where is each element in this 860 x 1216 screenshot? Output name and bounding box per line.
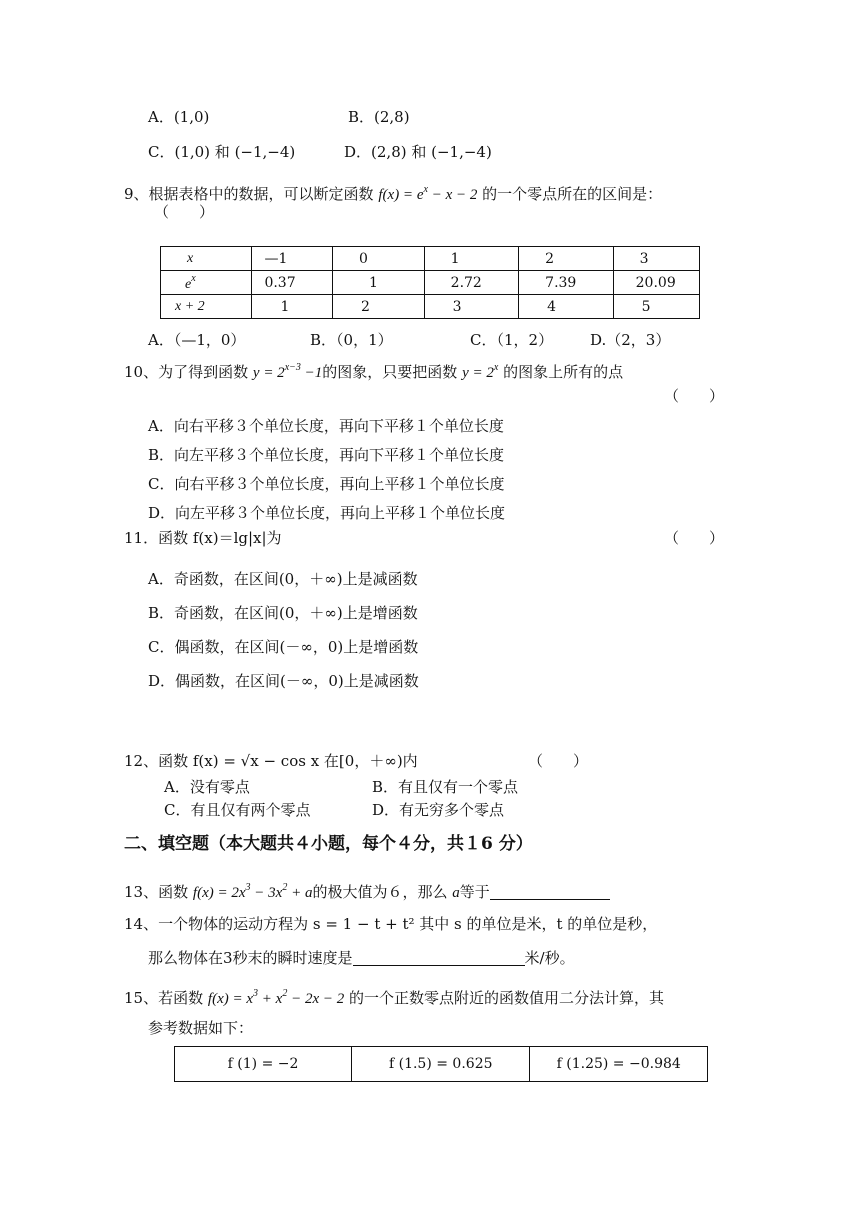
q14-answer-blank[interactable]	[353, 949, 525, 966]
q12-option-d: D．有无穷多个零点	[372, 801, 505, 819]
q8-option-d: D．(2,8) 和 (−1,−4)	[344, 143, 492, 161]
table-cell: f (1.25) = −0.984	[530, 1047, 708, 1082]
q8-option-c: C．(1,0) 和 (−1,−4)	[148, 143, 296, 161]
q9-option-d: D.（2，3）	[590, 331, 671, 349]
q12-option-b: B．有且仅有一个零点	[372, 778, 519, 796]
table-cell: 1	[332, 271, 424, 295]
table-cell: 2	[332, 295, 424, 319]
q10-stem	[124, 358, 623, 383]
table-cell: $e^x$	[161, 271, 252, 295]
q11-option-a: A．奇函数，在区间(0，＋∞)上是减函数	[148, 570, 418, 588]
q15-text-pre: 若函数	[158, 989, 204, 1007]
q13-formula: $f(x) = 2x^3 - 3x^2 + a$	[192, 882, 313, 901]
q15-reference-table	[174, 1046, 708, 1082]
table-cell: 2.72	[424, 271, 518, 295]
table-cell: 5	[613, 295, 699, 319]
q13-number: 13、	[124, 883, 159, 901]
q9-text-pre: 根据表格中的数据，可以断定函数	[148, 185, 374, 203]
q8-option-a: A．(1,0)	[148, 108, 210, 126]
table-row	[161, 271, 700, 295]
table-cell: 1	[424, 247, 518, 271]
q13-text-pre: 函数	[158, 883, 189, 901]
q11-number: 11．	[124, 529, 159, 547]
table-cell: 3	[613, 247, 699, 271]
q10-option-c: C．向右平移３个单位长度，再向上平移１个单位长度	[148, 475, 505, 493]
q10-option-d: D．向左平移３个单位长度，再向上平移１个单位长度	[148, 504, 506, 522]
q9-data-table	[160, 246, 700, 319]
q14-number: 14、	[124, 915, 159, 933]
q13-text-end: 等于	[459, 883, 490, 901]
q10-option-a: A．向右平移３个单位长度，再向下平移１个单位长度	[148, 417, 504, 435]
q11-text: 函数 f(x)＝lg|x|为	[158, 529, 282, 547]
table-cell: —1	[252, 247, 332, 271]
table-cell: f (1) = −2	[175, 1047, 352, 1082]
q9-option-c: C．（1，2）	[470, 331, 554, 349]
q11-option-c: C．偶函数，在区间(－∞，0)上是增函数	[148, 638, 419, 656]
table-row	[175, 1047, 708, 1082]
q14-unit: 米/秒。	[524, 949, 575, 967]
q12-option-a: A．没有零点	[164, 778, 250, 796]
table-cell: x + 2	[161, 295, 252, 319]
table-cell: 3	[424, 295, 518, 319]
q13-text-post: 的极大值为６，那么	[312, 883, 448, 901]
q13-stem	[124, 878, 610, 903]
q15-line2: 参考数据如下：	[148, 1019, 254, 1037]
table-row	[161, 247, 700, 271]
q11-stem	[124, 528, 282, 548]
q15-formula: $f(x) = x^3 + x^2 - 2x - 2$	[207, 988, 345, 1007]
q9-formula: $f(x) = e^x - x - 2$	[378, 184, 478, 203]
q15-text-post: 的一个正数零点附近的函数值用二分法计算，其	[349, 989, 665, 1007]
q12-stem	[124, 751, 418, 771]
q14-line2-text: 那么物体在3秒末的瞬时速度是	[148, 949, 353, 967]
q15-number: 15、	[124, 989, 159, 1007]
q10-number: 10、	[124, 363, 159, 381]
q10-formula-target: $y = 2^{x-3} -1$	[252, 362, 323, 381]
table-cell: 20.09	[613, 271, 699, 295]
q14-line1: 一个物体的运动方程为 s = 1 − t + t² 其中 s 的单位是米，t 的单位是秒，	[158, 915, 658, 933]
table-cell: 0	[332, 247, 424, 271]
q9-text-post: 的一个零点所在的区间是：	[482, 185, 663, 203]
q9-option-a: A．（—1，0）	[148, 331, 246, 349]
q12-text: 函数 f(x) = √x − cos x 在[0，＋∞)内	[158, 752, 418, 770]
q9-number: 9、	[124, 185, 149, 203]
table-cell: 1	[252, 295, 332, 319]
table-cell: 0.37	[252, 271, 332, 295]
q10-text-mid: 的图象，只要把函数	[322, 363, 458, 381]
q9-answer-paren: （ ）	[154, 203, 215, 221]
q10-answer-paren: （ ）	[664, 387, 725, 405]
q10-text-pre: 为了得到函数	[158, 363, 249, 381]
table-cell: x	[161, 247, 252, 271]
q10-formula-source: $y = 2^x$	[462, 362, 499, 381]
q13-var: a	[452, 885, 460, 901]
q15-stem	[124, 984, 664, 1009]
q9-option-b: B．（0，1）	[310, 331, 393, 349]
q11-option-d: D．偶函数，在区间(－∞，0)上是减函数	[148, 672, 419, 690]
q14-line2	[148, 948, 575, 968]
table-cell: f (1.5) = 0.625	[352, 1047, 530, 1082]
q11-answer-paren: （ ）	[664, 529, 725, 547]
q14-stem	[124, 914, 657, 934]
q12-option-c: C．有且仅有两个零点	[164, 801, 311, 819]
q10-option-b: B．向左平移３个单位长度，再向下平移１个单位长度	[148, 446, 505, 464]
q13-answer-blank[interactable]	[490, 883, 610, 900]
q8-option-b: B．(2,8)	[348, 108, 410, 126]
table-cell: 2	[519, 247, 613, 271]
table-cell: 4	[519, 295, 613, 319]
q12-answer-paren: （ ）	[528, 752, 589, 770]
q10-text-post: 的图象上所有的点	[503, 363, 624, 381]
q11-option-b: B．奇函数，在区间(0，＋∞)上是增函数	[148, 604, 418, 622]
q12-number: 12、	[124, 752, 159, 770]
section-title: 二、填空题（本大题共４小题，每个４分，共１6 分）	[124, 834, 533, 854]
table-cell: 7.39	[519, 271, 613, 295]
table-row	[161, 295, 700, 319]
